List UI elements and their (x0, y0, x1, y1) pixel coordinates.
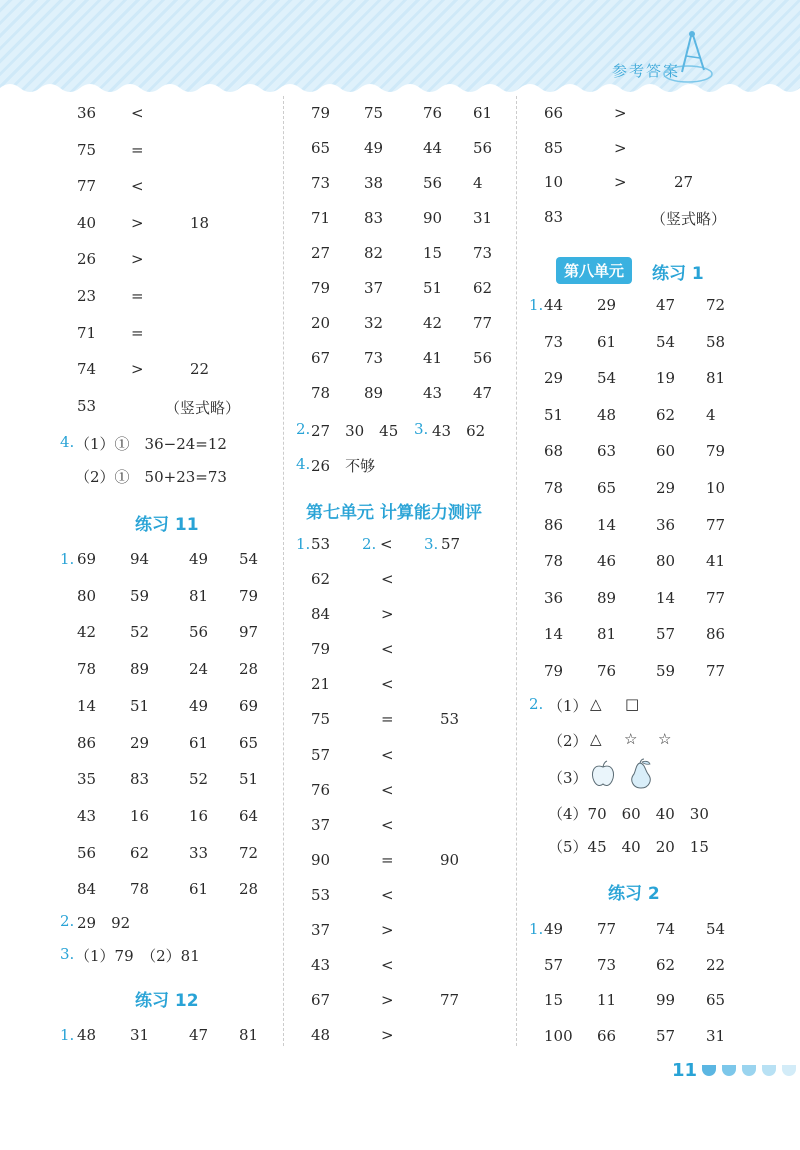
answer-cell: 69 (239, 696, 259, 715)
answer-cell: 19 (656, 369, 676, 388)
triangle-symbol: △ (590, 730, 602, 748)
answer-cell: 15 (423, 244, 443, 262)
answer-cell: 28 (239, 880, 259, 899)
answer-cell: 71 (311, 209, 331, 227)
answer-cell: 4 (706, 405, 716, 424)
answer-cell: > (131, 213, 144, 232)
answer-cell: 90 (440, 850, 460, 869)
answer-cell: （竖式略） (651, 209, 727, 228)
answer-cell: 65 (311, 139, 331, 157)
answer-cell: 74 (77, 360, 97, 379)
answer-cell: 51 (423, 279, 443, 297)
answer-cell: 66 (544, 104, 564, 122)
answer-cell: 44 (423, 139, 443, 157)
answer-cell: 63 (597, 442, 617, 461)
triangle-symbol: △ (590, 695, 602, 713)
answer-cell: 77 (473, 314, 493, 332)
answer-cell: 77 (77, 177, 97, 196)
page-number: 11 (672, 1060, 698, 1081)
answer-cell: 80 (77, 586, 97, 605)
answer-cell: 60 (656, 442, 676, 461)
answer-cell: > (381, 991, 394, 1010)
answer-cell: 65 (239, 733, 259, 752)
answer-cell: 28 (239, 660, 259, 679)
answer-cell: 78 (311, 384, 331, 402)
answer-cell: 79 (544, 662, 564, 680)
question-number: 3. (60, 945, 75, 963)
answer-cell: 79 (311, 279, 331, 297)
section-title: 练习 11 (135, 515, 199, 535)
answer-cell: （2） (548, 732, 588, 750)
answer-cell: 16 (130, 806, 150, 825)
answer-cell: 48 (597, 405, 617, 424)
answer-cell: 22 (190, 360, 210, 379)
question-number: 2. (296, 420, 311, 438)
question-number: 2. (60, 912, 75, 930)
answer-cell: 23 (77, 287, 97, 305)
answer-cell: 76 (311, 780, 331, 799)
answer-cell: 29 (544, 369, 564, 388)
answer-cell: 65 (706, 991, 726, 1009)
answer-cell: 38 (364, 174, 384, 192)
answer-cell: 31 (130, 1026, 150, 1044)
answer-cell: 67 (311, 991, 331, 1010)
answer-cell: 76 (423, 104, 443, 122)
answer-cell: 73 (473, 244, 493, 262)
answer-cell: 43 (77, 806, 97, 825)
answer-cell: 71 (77, 323, 97, 342)
answer-cell: 11 (597, 991, 617, 1009)
answer-cell: 51 (544, 405, 564, 424)
answer-cell: 51 (239, 770, 259, 789)
answer-cell: 10 (706, 479, 726, 497)
answer-cell: 54 (656, 332, 676, 351)
answer-cell: 51 (130, 696, 150, 715)
answer-cell: 47 (656, 296, 676, 314)
answer-cell: 37 (311, 815, 331, 834)
answer-cell: 37 (364, 279, 384, 297)
pear-icon (626, 758, 656, 790)
answer-cell: 80 (656, 552, 676, 571)
answer-cell: （5）45 40 20 15 (548, 838, 709, 856)
answer-cell: 59 (656, 662, 676, 680)
answer-cell: （1）① 36−24=12 (75, 435, 227, 453)
answer-cell: 16 (189, 806, 209, 825)
answer-cell: 84 (77, 880, 97, 899)
answer-cell: 26 (77, 250, 97, 269)
answer-cell: 86 (544, 515, 564, 534)
answer-cell: 49 (189, 696, 209, 715)
answer-cell: 48 (311, 1026, 331, 1045)
answer-cell: 66 (597, 1026, 617, 1045)
answer-cell: 62 (311, 570, 331, 588)
question-number: 1. (529, 296, 544, 314)
answer-cell: 49 (544, 920, 564, 938)
answer-cell: 53 (311, 885, 331, 904)
answer-cell: 73 (311, 174, 331, 192)
question-number: 1. (296, 535, 311, 553)
answer-cell: 84 (311, 605, 331, 624)
answer-cell: > (381, 1026, 394, 1045)
answer-cell: = (131, 140, 144, 159)
section-title: 练习 2 (608, 884, 660, 904)
answer-cell: 73 (597, 955, 617, 974)
answer-cell: 15 (544, 991, 564, 1009)
answer-cell: 53 (440, 710, 460, 729)
answer-cell: 79 (311, 104, 331, 122)
answer-cell: > (381, 605, 394, 624)
answer-cell: 56 (473, 139, 493, 157)
answer-cell: （1）79 （2）81 (75, 947, 200, 965)
answer-cell: 57 (311, 745, 331, 764)
answer-cell: 61 (473, 104, 493, 122)
answer-cell: 36 (77, 104, 97, 122)
answer-cell: 20 (311, 314, 331, 332)
answer-cell: 72 (706, 296, 726, 314)
answer-cell: 65 (597, 479, 617, 497)
answer-cell: 44 (544, 296, 564, 314)
answer-cell: 57 (656, 1026, 676, 1045)
answer-cell: 46 (597, 552, 617, 571)
answer-cell: = (381, 710, 394, 729)
answer-cell: 43 (423, 384, 443, 402)
answer-cell: 68 (544, 442, 564, 461)
answer-cell: 43 62 (432, 422, 486, 440)
fruit-icons (588, 758, 656, 790)
page-dots-icon (700, 1063, 800, 1077)
answer-cell: 41 (423, 349, 443, 367)
column-divider (283, 96, 284, 1046)
answer-cell: 40 (77, 213, 97, 232)
star-symbol: ☆ (624, 730, 638, 748)
answer-cell: 48 (77, 1026, 97, 1044)
answer-cell: 89 (364, 384, 384, 402)
answer-cell: 14 (77, 696, 97, 715)
answer-cell: 74 (656, 920, 676, 938)
answer-cell: 77 (706, 515, 726, 534)
answer-cell: > (614, 138, 627, 157)
answer-cell: 29 (130, 733, 150, 752)
answer-cell: 85 (544, 138, 564, 157)
answer-cell: 41 (706, 552, 726, 571)
answer-cell: 86 (77, 733, 97, 752)
section-title: 第七单元 计算能力测评 (306, 503, 482, 523)
answer-cell: < (381, 675, 394, 694)
answer-cell: 36 (656, 515, 676, 534)
answer-cell: 10 (544, 173, 564, 191)
answer-cell: 81 (597, 625, 617, 644)
answer-cell: 90 (311, 850, 331, 869)
answer-cell: 52 (130, 623, 150, 642)
answer-cell: 43 (311, 956, 331, 975)
compass-icon (662, 28, 722, 86)
answer-cell: 31 (473, 209, 493, 227)
answer-cell: 14 (597, 515, 617, 534)
answer-cell: < (381, 745, 394, 764)
column-divider (516, 96, 517, 1046)
answer-cell: 47 (189, 1026, 209, 1044)
answer-cell: < (381, 815, 394, 834)
answer-cell: 79 (311, 640, 331, 659)
section-title: 练习 12 (135, 991, 199, 1011)
answer-cell: 76 (597, 662, 617, 680)
answer-cell: 31 (706, 1026, 726, 1045)
answer-cell: = (381, 850, 394, 869)
answer-cell: < (131, 177, 144, 196)
answer-cell: 56 (189, 623, 209, 642)
apple-icon (588, 759, 618, 789)
answer-cell: 73 (364, 349, 384, 367)
answer-cell: 53 (77, 396, 97, 415)
answer-cell: 36 (544, 588, 564, 607)
question-number: 3. (424, 535, 439, 553)
answer-cell: 53 (311, 535, 331, 553)
question-number: 1. (60, 1026, 75, 1044)
answer-cell: 97 (239, 623, 259, 642)
answer-cell: 32 (364, 314, 384, 332)
answer-cell: 29 (656, 479, 676, 497)
answer-cell: > (131, 250, 144, 269)
square-symbol: □ (625, 695, 640, 713)
answer-cell: 27 30 45 (311, 422, 399, 440)
answer-cell: （竖式略） (165, 398, 241, 417)
answer-cell: 75 (364, 104, 384, 122)
answer-cell: 77 (706, 662, 726, 680)
answer-cell: < (381, 956, 394, 975)
answer-cell: 59 (130, 586, 150, 605)
question-number: 3. (414, 420, 429, 438)
star-symbol: ☆ (658, 730, 672, 748)
answer-cell: > (614, 173, 627, 191)
answer-cell: 56 (77, 843, 97, 862)
answer-cell: 14 (544, 625, 564, 644)
answer-cell: > (614, 104, 627, 122)
answer-cell: 56 (423, 174, 443, 192)
answer-cell: 54 (706, 920, 726, 938)
answer-cell: 73 (544, 332, 564, 351)
answer-cell: 78 (544, 552, 564, 571)
answer-cell: < (381, 885, 394, 904)
answer-cell: = (131, 287, 144, 305)
answer-cell: 24 (189, 660, 209, 679)
answer-cell: < (131, 104, 144, 122)
answer-cell: （3） (548, 769, 588, 787)
answer-cell: > (381, 921, 394, 939)
answer-cell: 62 (130, 843, 150, 862)
answer-cell: 47 (473, 384, 493, 402)
answer-cell: = (131, 323, 144, 342)
question-number: 1. (60, 550, 75, 568)
answer-cell: 62 (656, 405, 676, 424)
answer-cell: 79 (706, 442, 726, 461)
question-number: 2. (362, 535, 377, 553)
answer-cell: < (381, 640, 394, 659)
answer-cell: 35 (77, 770, 97, 789)
answer-cell: 61 (189, 733, 209, 752)
answer-cell: 72 (239, 843, 259, 862)
answer-cell: 18 (190, 213, 210, 232)
answer-cell: 81 (239, 1026, 259, 1044)
answer-cell: < (380, 535, 393, 553)
answer-cell: 26 不够 (311, 457, 376, 475)
answer-cell: 29 92 (77, 914, 131, 932)
answer-cell: 14 (656, 588, 676, 607)
answer-cell: 37 (311, 921, 331, 939)
answer-cell: 49 (189, 550, 209, 568)
answer-cell: 57 (656, 625, 676, 644)
answer-cell: 75 (77, 140, 97, 159)
answer-cell: 49 (364, 139, 384, 157)
answer-cell: 56 (473, 349, 493, 367)
unit-badge: 第八单元 (556, 257, 632, 284)
answer-cell: 42 (77, 623, 97, 642)
question-number: 1. (529, 920, 544, 938)
question-number: 4. (60, 433, 75, 451)
answer-cell: 89 (597, 588, 617, 607)
answer-cell: 42 (423, 314, 443, 332)
answer-cell: 57 (441, 535, 461, 553)
answer-cell: 62 (473, 279, 493, 297)
answer-cell: 90 (423, 209, 443, 227)
answer-cell: 54 (239, 550, 259, 568)
answer-cell: 61 (189, 880, 209, 899)
question-number: 2. (529, 695, 544, 713)
answer-cell: 27 (674, 173, 694, 191)
answer-cell: 77 (706, 588, 726, 607)
answer-cell: 79 (239, 586, 259, 605)
answer-cell: 86 (706, 625, 726, 644)
answer-cell: 83 (130, 770, 150, 789)
answer-cell: 4 (473, 174, 483, 192)
section-title: 练习 1 (652, 264, 704, 284)
answer-cell: 29 (597, 296, 617, 314)
answer-cell: 77 (440, 991, 460, 1010)
answer-cell: 54 (597, 369, 617, 388)
answer-cell: 89 (130, 660, 150, 679)
answer-cell: 61 (597, 332, 617, 351)
answer-cell: 57 (544, 955, 564, 974)
answer-cell: 58 (706, 332, 726, 351)
answer-cell: 83 (364, 209, 384, 227)
answer-cell: 22 (706, 955, 726, 974)
answer-cell: 81 (189, 586, 209, 605)
answer-cell: 81 (706, 369, 726, 388)
answer-cell: 69 (77, 550, 97, 568)
answer-cell: 62 (656, 955, 676, 974)
answer-cell: 27 (311, 244, 331, 262)
answer-cell: 99 (656, 991, 676, 1009)
answer-cell: 21 (311, 675, 331, 694)
answer-cell: 52 (189, 770, 209, 789)
answer-cell: （1） (548, 697, 588, 715)
answer-cell: （2）① 50+23=73 (75, 468, 227, 486)
answer-cell: < (381, 570, 394, 588)
question-number: 4. (296, 455, 311, 473)
answer-cell: 33 (189, 843, 209, 862)
answer-cell: 78 (544, 479, 564, 497)
answer-cell: 64 (239, 806, 259, 825)
answer-cell: 94 (130, 550, 150, 568)
answer-cell: 100 (544, 1026, 573, 1045)
header-title: 参考答案 (611, 62, 680, 80)
answer-cell: 67 (311, 349, 331, 367)
answer-cell: （4）70 60 40 30 (548, 805, 709, 823)
answer-cell: 75 (311, 710, 331, 729)
answer-cell: 77 (597, 920, 617, 938)
answer-cell: 78 (77, 660, 97, 679)
answer-cell: > (131, 360, 144, 379)
answer-cell: < (381, 780, 394, 799)
answer-cell: 82 (364, 244, 384, 262)
answer-cell: 78 (130, 880, 150, 899)
answer-cell: 83 (544, 207, 564, 226)
